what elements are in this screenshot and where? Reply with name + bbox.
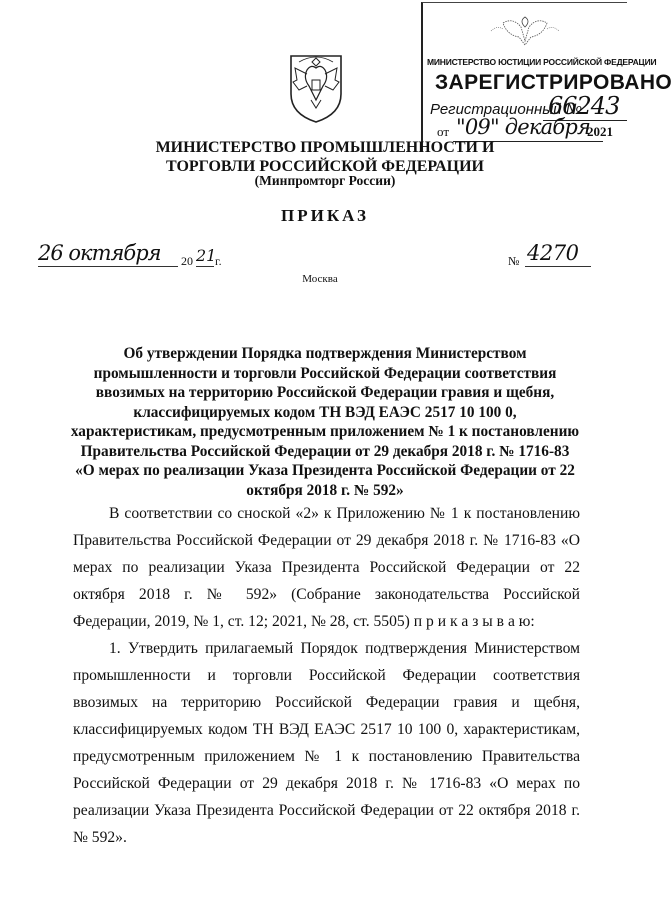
document-type-heading: ПРИКАЗ	[281, 206, 369, 225]
order-body	[73, 500, 580, 851]
stamp-registration-number-label: Регистрационный №	[430, 101, 582, 118]
stamp-date-prefix: от	[437, 124, 450, 139]
city-name: Москва	[302, 273, 338, 285]
order-number-handwritten: 4270	[527, 241, 579, 265]
order-date-underline	[38, 266, 178, 267]
order-date-year-suffix: г.	[215, 254, 222, 268]
stamp-date-handwritten: "09" декабря	[456, 115, 591, 139]
stamp-date-year: 2021	[587, 124, 613, 139]
stamp-ministry-name: МИНИСТЕРСТВО ЮСТИЦИИ РОССИЙСКОЙ ФЕДЕРАЦИИ	[427, 57, 657, 67]
stamp-seal-emblem	[485, 13, 565, 47]
stamp-registered-label: ЗАРЕГИСТРИРОВАНО	[435, 71, 672, 94]
order-date-year-underline	[196, 266, 214, 267]
ministry-name: МИНИСТЕРСТВО ПРОМЫШЛЕННОСТИ И ТОРГОВЛИ РОССИЙСКОЙ ФЕДЕРАЦИИ	[155, 139, 495, 175]
order-number-underline	[525, 266, 591, 267]
order-date-year-handwritten: 21	[196, 246, 217, 265]
order-title: Об утверждении Порядка подтверждения Министерством промышленности и торговли Российской Федерации соответствия ввозимых на территорию Российской Федерации гравия и щебня, классифицируемых кодом ТН ВЭД ЕАЭС 2517 10 100 0, характеристикам, предусмотренным приложением № 1 к постановлению Правительства Российской Федерации от 29 декабря 2018 г. № 1716-83 «О мерах по реализации Указа Президента Российской Федерации от 22 октября 2018 г. № 592»	[70, 345, 580, 499]
order-number-label: №	[508, 254, 520, 268]
registration-stamp	[421, 2, 672, 152]
body-paragraph-item-1: 1. Утвердить прилагаемый Порядок подтверждения Министерством промышленности и торговли Российской Федерации соответствия ввозимых на территорию Российской Федерации гравия и щебня, классифицируемых кодом ТН ВЭД ЕАЭС 2517 10 100 0, характеристикам, предусмотренным приложением № 1 к постановлению Правительства Российской Федерации от 29 декабря 2018 г. № 1716-83 «О мерах по реализации Указа Президента Российской Федерации от 22 октября 2018 г. № 592».	[73, 640, 580, 846]
body-paragraph-preamble: В соответствии со сноской «2» к Приложению № 1 к постановлению Правительства Российской Федерации от 29 декабря 2018 г. № 1716-83 «О мерах по реализации Указа Президента Российской Федерации от 22 октября 2018 г. № 592» (Собрание законодательства Российской Федерации, 2019, № 1, ст. 12; 2021, № 28, ст. 5505) п р и к а з ы в а ю:	[73, 505, 580, 630]
stamp-registration-number: 66243	[548, 92, 620, 120]
coat-of-arms-emblem	[285, 52, 347, 124]
order-date-year-prefix: 20	[181, 254, 193, 268]
order-date-handwritten: 26 октября	[38, 241, 161, 265]
ministry-short-name: (Минпромторг России)	[254, 173, 396, 188]
